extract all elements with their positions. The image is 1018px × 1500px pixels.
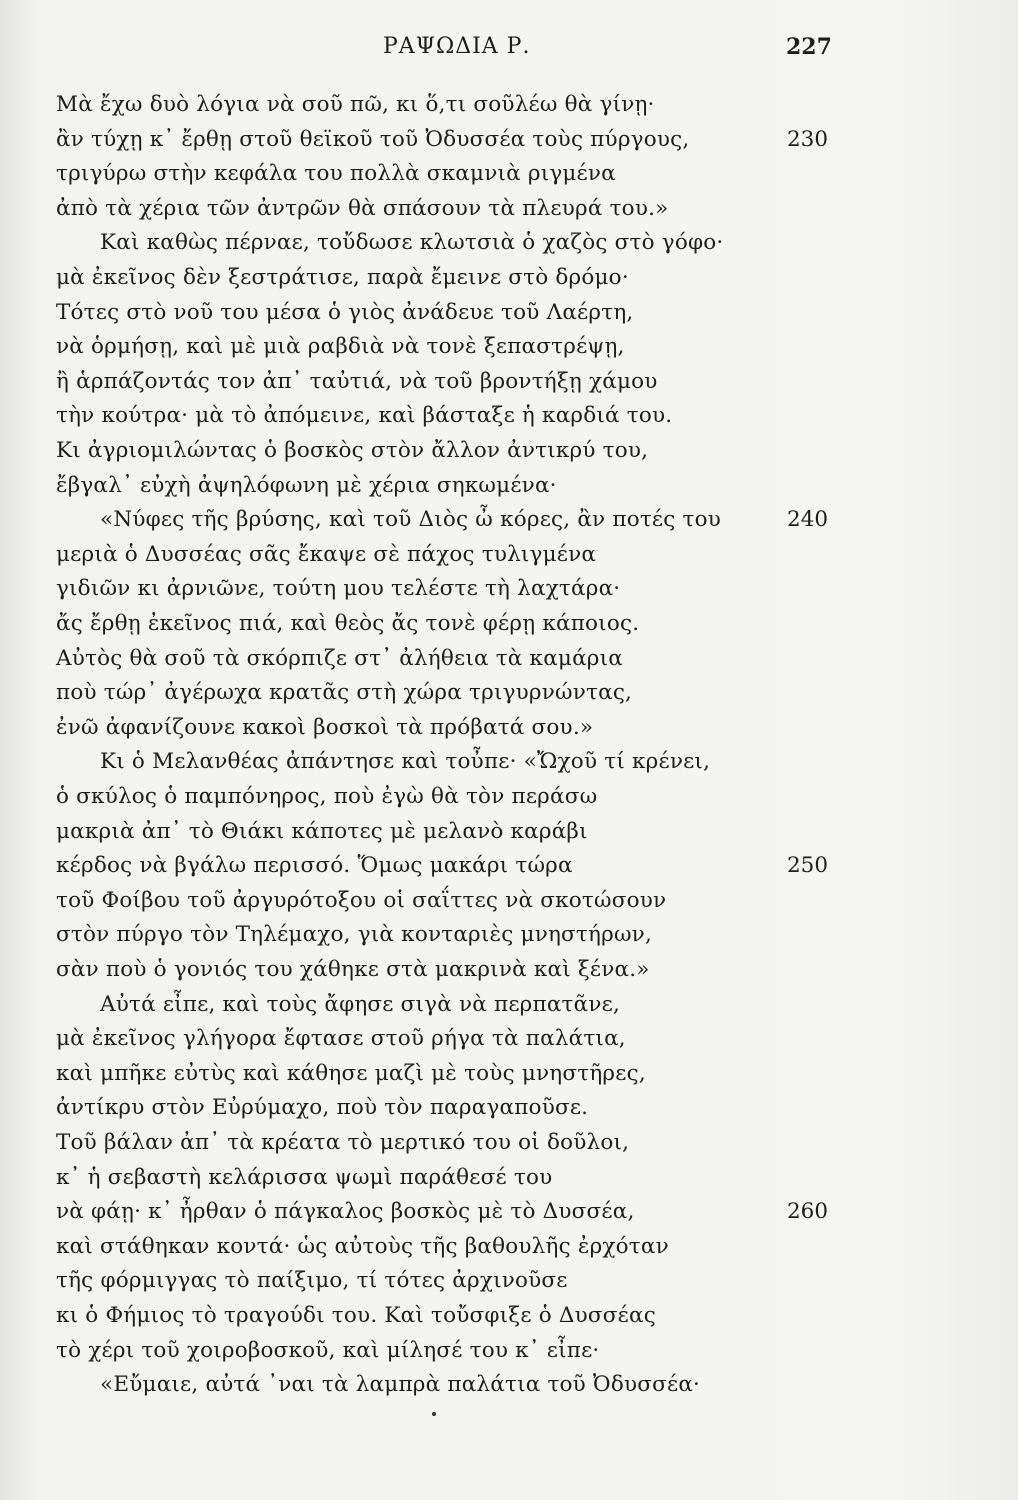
verse-line <box>0 1199 1018 1233</box>
verse-line <box>0 1026 1018 1060</box>
verse-line <box>0 230 1018 264</box>
verse-line <box>0 542 1018 576</box>
verse-line <box>0 784 1018 818</box>
verse-line <box>0 1303 1018 1337</box>
verse-text: μεριὰ ὁ Δυσσέας σᾶς ἔκαψε σὲ πάχος τυλιγμένα <box>56 541 597 567</box>
verse-text: Μὰ ἔχω δυὸ λόγια νὰ σοῦ πῶ, κι ὅ,τι σοῦλέω θὰ γίνῃ· <box>56 92 655 117</box>
running-head: ΡΑΨΩΔΙΑ Ρ. <box>383 34 531 59</box>
verse-line <box>0 680 1018 714</box>
verse-line <box>0 576 1018 610</box>
verse-text: Τοῦ βάλαν ἀπ᾿ τὰ κρέατα τὸ μερτικό του οἱ δοῦλοι, <box>56 1130 630 1155</box>
verse-text: Τότες στὸ νοῦ του μέσα ὁ γιὸς ἀνάδευε τοῦ Λαέρτη, <box>56 299 634 325</box>
verse-text: μὰ ἐκεῖνος γλήγορα ἔφτασε στοῦ ρήγα τὰ παλάτια, <box>56 1026 626 1052</box>
verse-text: τοῦ Φοίβου τοῦ ἀργυρότοξου οἱ σαΐττες νὰ σκοτώσουν <box>56 887 667 913</box>
verse-line <box>0 369 1018 403</box>
verse-line <box>0 819 1018 853</box>
verse-line <box>0 715 1018 749</box>
verse-line <box>0 334 1018 368</box>
verse-text: τριγύρω στὴν κεφάλα του πολλὰ σκαμνιὰ ριγμένα <box>56 161 616 187</box>
line-number: 260 <box>787 1199 829 1225</box>
verse-line <box>0 438 1018 472</box>
verse-line <box>0 749 1018 783</box>
verse-text: τῆς φόρμιγγας τὸ παίξιμο, τί τότες ἀρχινοῦσε <box>56 1268 568 1294</box>
verse-text: «Νύφες τῆς βρύσης, καὶ τοῦ Διὸς ὦ κόρες, ἂν ποτές του <box>100 507 722 533</box>
verse-text: γιδιῶν κι ἀρνιῶνε, τούτη μου τελέστε τὴ λαχτάρα· <box>56 576 621 602</box>
verse-text: Καὶ καθὼς πέρναε, τοὔδωσε κλωτσιὰ ὁ χαζὸς στὸ γόφο· <box>100 230 724 256</box>
verse-text: κι ὁ Φήμιος τὸ τραγούδι του. Καὶ τοὔσφιξε ὁ Δυσσέας <box>56 1303 656 1328</box>
verse-text: στὸν πύργο τὸν Τηλέμαχο, γιὰ κονταριὲς μνηστήρων, <box>56 922 652 948</box>
verse-text: κέρδος νὰ βγάλω περισσό. Ὅμως μακάρι τώρα <box>56 853 573 879</box>
verse-line <box>0 127 1018 161</box>
page-header <box>0 34 1018 64</box>
verse-text: τὸ χέρι τοῦ χοιροβοσκοῦ, καὶ μίλησέ του κ᾿ εἶπε· <box>56 1337 600 1363</box>
verse-line <box>0 300 1018 334</box>
verse-text: Κι ὁ Μελανθέας ἀπάντησε καὶ τοὖπε· «Ὤχοῦ τί κρένει, <box>100 749 711 775</box>
verse-text: καὶ στάθηκαν κοντά· ὡς αὐτοὺς τῆς βαθουλῆς ἐρχόταν <box>56 1233 669 1259</box>
page-number: 227 <box>786 34 832 60</box>
verse-text: μακριὰ ἀπ᾿ τὸ Θιάκι κάποτες μὲ μελανὸ καράβι <box>56 818 588 844</box>
verse-text: ἀπὸ τὰ χέρια τῶν ἀντρῶν θὰ σπάσουν τὰ πλευρά του.» <box>56 195 669 221</box>
verse-text: ἀντίκρυ στὸν Εὐρύμαχο, ποὺ τὸν παραγαποῦσε. <box>56 1095 589 1121</box>
verse-line <box>0 1268 1018 1302</box>
verse-line <box>0 265 1018 299</box>
verse-line <box>0 853 1018 887</box>
verse-line <box>0 646 1018 680</box>
verse-line <box>0 922 1018 956</box>
verse-text: Αὐτά εἶπε, καὶ τοὺς ἄφησε σιγὰ νὰ περπατᾶνε, <box>100 991 621 1017</box>
verse-line <box>0 1165 1018 1199</box>
verse-text: μὰ ἐκεῖνος δὲν ξεστράτισε, παρὰ ἔμεινε στὸ δρόμο· <box>56 265 629 290</box>
verse-line <box>0 1061 1018 1095</box>
verse-line <box>0 161 1018 195</box>
verse-line <box>0 92 1018 126</box>
verse-text: καὶ μπῆκε εὐτὺς καὶ κάθησε μαζὶ μὲ τοὺς μνηστῆρες, <box>56 1060 646 1086</box>
verse-line <box>0 403 1018 437</box>
verse-text: ἄς ἔρθῃ ἐκεῖνος πιά, καὶ θεὸς ἄς τονὲ φέρῃ κάποιος. <box>56 611 640 636</box>
verse-text: Κι ἀγριομιλώντας ὁ βοσκὸς στὸν ἄλλον ἀντικρύ του, <box>56 438 649 463</box>
verse-text: ἔβγαλ᾿ εὐχὴ ἀψηλόφωνη μὲ χέρια σηκωμένα· <box>56 472 557 498</box>
verse-line <box>0 507 1018 541</box>
line-number: 240 <box>787 507 829 533</box>
verse-text: τὴν κούτρα· μὰ τὸ ἀπόμεινε, καὶ βάσταξε ἡ καρδιά του. <box>56 403 673 429</box>
verse-line <box>0 992 1018 1026</box>
verse-text: κ᾿ ἡ σεβαστὴ κελάρισσα ψωμὶ παράθεσέ του <box>56 1164 553 1190</box>
verse-line <box>0 888 1018 922</box>
verse-line <box>0 196 1018 230</box>
verse-text: «Εὔμαιε, αὐτά ᾽ναι τὰ λαμπρὰ παλάτια τοῦ Ὀδυσσέα· <box>100 1372 701 1398</box>
verse-text: ἢ ἁρπάζοντάς τον ἀπ᾿ ταὐτιά, νὰ τοῦ βροντήξῃ χάμου <box>56 368 658 394</box>
verse-line <box>0 1130 1018 1164</box>
verse-text: νὰ φάῃ· κ᾿ ἦρθαν ὁ πάγκαλος βοσκὸς μὲ τὸ Δυσσέα, <box>56 1199 635 1225</box>
verse-text: ποὺ τώρ᾿ ἀγέρωχα κρατᾶς στὴ χώρα τριγυρνώντας, <box>56 680 633 706</box>
verse-line <box>0 1338 1018 1372</box>
verse-text: σὰν ποὺ ὁ γονιός του χάθηκε στὰ μακρινὰ καὶ ξένα.» <box>56 957 650 982</box>
line-number: 250 <box>787 853 829 879</box>
verse-line <box>0 611 1018 645</box>
verse-text: ἐνῶ ἀφανίζουνε κακοὶ βοσκοὶ τὰ πρόβατά σου.» <box>56 714 594 740</box>
verse-line <box>0 1372 1018 1406</box>
ink-speck <box>432 1412 436 1416</box>
verse-line <box>0 957 1018 991</box>
verse-text: ἂν τύχῃ κ᾿ ἔρθῃ στοῦ θεϊκοῦ τοῦ Ὀδυσσέα τοὺς πύργους, <box>56 126 690 152</box>
line-number: 230 <box>787 126 829 152</box>
verse-text: ὁ σκύλος ὁ παμπόνηρος, ποὺ ἐγὼ θὰ τὸν περάσω <box>56 784 598 809</box>
verse-line <box>0 473 1018 507</box>
verse-text: Αὐτὸς θὰ σοῦ τὰ σκόρπιζε στ᾿ ἀλήθεια τὰ καμάρια <box>56 645 623 671</box>
verse-line <box>0 1095 1018 1129</box>
verse-line <box>0 1234 1018 1268</box>
verse-text: νὰ ὁρμήσῃ, καὶ μὲ μιὰ ραβδιὰ νὰ τονὲ ξεπαστρέψῃ, <box>56 334 625 360</box>
